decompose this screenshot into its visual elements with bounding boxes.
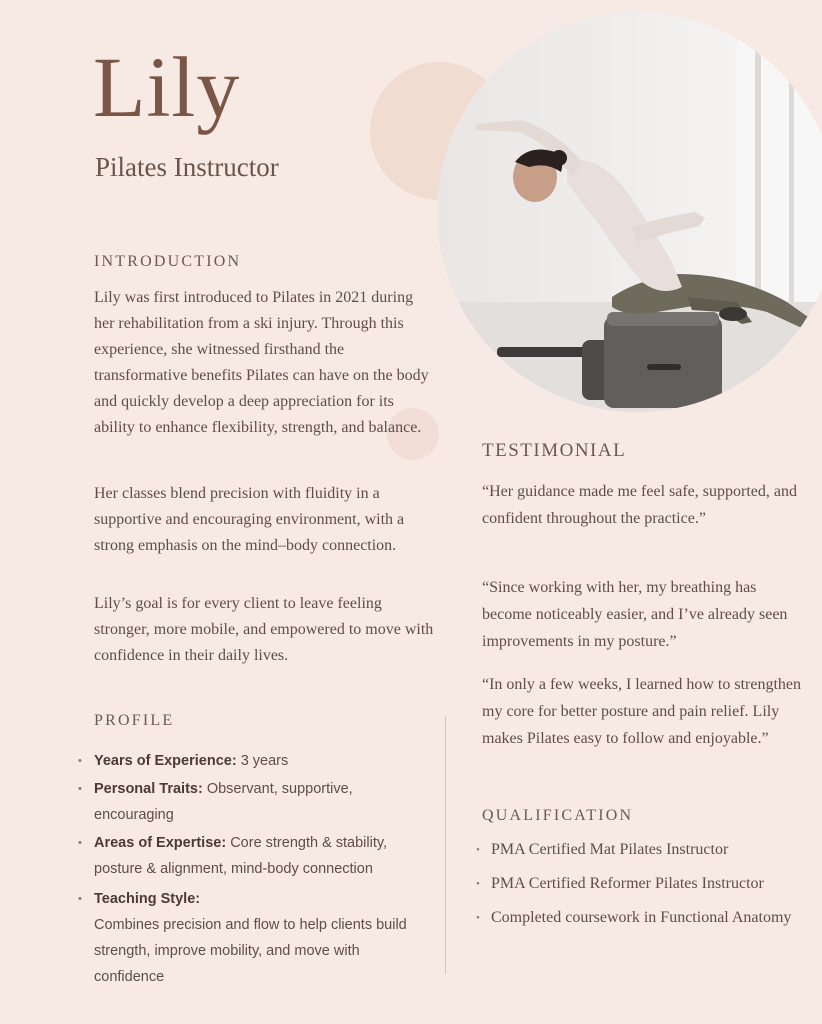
introduction-paragraph-3: Lily’s goal is for every client to leave feeling stronger, more mobile, and empowered to move with confidence in their daily lives. bbox=[94, 595, 434, 664]
list-item bbox=[78, 776, 433, 828]
list-item bbox=[78, 886, 433, 990]
profile-key: Personal Traits: bbox=[94, 781, 203, 797]
list-item bbox=[78, 830, 433, 882]
bullet-icon: • bbox=[476, 844, 480, 856]
testimonial-quote-1: “Her guidance made me feel safe, supported, and confident throughout the practice.” bbox=[482, 483, 797, 527]
bullet-icon: • bbox=[78, 837, 82, 849]
qualification-item: PMA Certified Reformer Pilates Instructor bbox=[491, 875, 764, 892]
testimonial-quote-2: “Since working with her, my breathing has become noticeably easier, and I’ve already seen improvements in my posture.” bbox=[482, 579, 788, 650]
bullet-icon: • bbox=[476, 912, 480, 924]
profile-value: Observant, supportive, encouraging bbox=[94, 781, 353, 823]
qualification-heading: QUALIFICATION bbox=[482, 807, 634, 824]
profile-value: 3 years bbox=[236, 753, 289, 769]
profile-value: Combines precision and flow to help clients build strength, improve mobility, and move with confidence bbox=[94, 917, 407, 985]
introduction-heading: INTRODUCTION bbox=[94, 253, 242, 270]
list-item bbox=[78, 748, 433, 774]
instructor-role: Pilates Instructor bbox=[95, 152, 279, 182]
introduction-paragraph-1: Lily was first introduced to Pilates in 2021 during her rehabilitation from a ski injury. Through this experience, she witnessed firsthand the transformative benefits Pilates can have on the body and quickly develop a deep appreciation for its ability to enhance flexibility, strength, and balance. bbox=[94, 289, 429, 436]
bullet-icon: • bbox=[476, 878, 480, 890]
qualification-item: PMA Certified Mat Pilates Instructor bbox=[491, 841, 729, 858]
profile-heading: PROFILE bbox=[94, 712, 175, 729]
instructor-name: Lily bbox=[93, 39, 241, 135]
testimonial-quote-3: “In only a few weeks, I learned how to strengthen my core for better posture and pain relief. Lily makes Pilates easy to follow and enjoyable.” bbox=[482, 676, 801, 747]
profile-list bbox=[78, 748, 433, 992]
bullet-icon: • bbox=[78, 755, 82, 767]
profile-key: Years of Experience: bbox=[94, 753, 237, 769]
list-item bbox=[476, 906, 816, 930]
profile-key: Areas of Expertise: bbox=[94, 835, 227, 851]
pilates-pose-illustration bbox=[437, 12, 822, 412]
list-item bbox=[476, 838, 816, 862]
testimonial-heading: TESTIMONIAL bbox=[482, 440, 627, 461]
qualification-list bbox=[476, 838, 816, 940]
list-item bbox=[476, 872, 816, 896]
column-divider bbox=[445, 716, 446, 974]
instructor-photo bbox=[437, 12, 822, 412]
bullet-icon: • bbox=[78, 783, 82, 795]
bullet-icon: • bbox=[78, 893, 82, 905]
profile-value: Core strength & stability, posture & alignment, mind-body connection bbox=[94, 835, 388, 877]
profile-key: Teaching Style: bbox=[94, 891, 201, 907]
qualification-item: Completed coursework in Functional Anatomy bbox=[491, 909, 792, 926]
introduction-paragraph-2: Her classes blend precision with fluidity in a supportive and encouraging environment, with a strong emphasis on the mind–body connection. bbox=[94, 485, 405, 554]
